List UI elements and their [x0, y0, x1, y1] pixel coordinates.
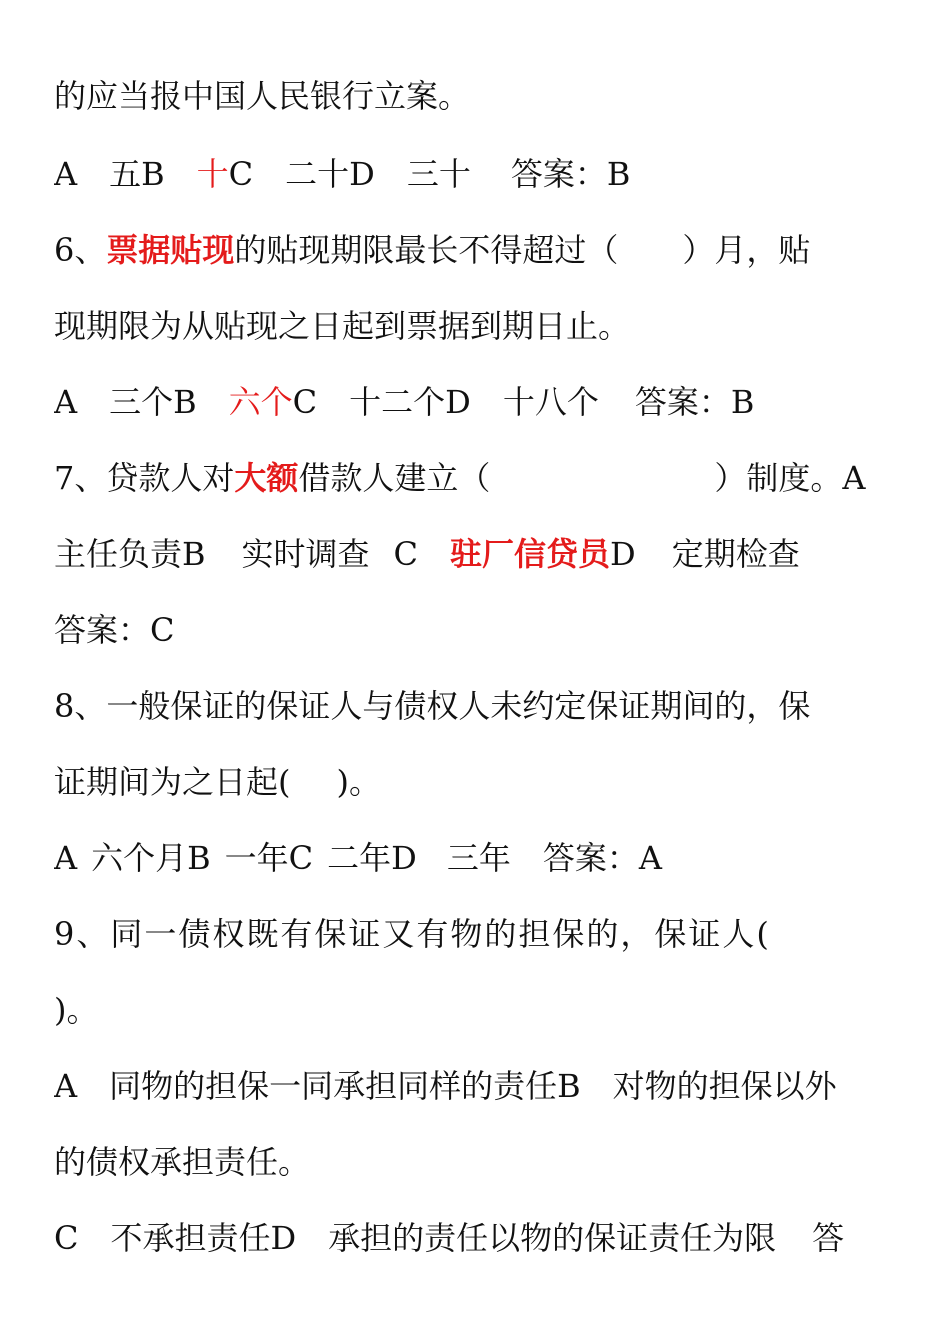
text-segment: 现期限为从贴现之日起到票据到期日止。	[54, 307, 631, 345]
text-segment: 8、一般保证的保证人与债权人未约定保证期间的，保	[54, 687, 811, 725]
answer-label: 答案：B	[510, 155, 631, 193]
option-letter: C	[292, 383, 318, 421]
question-line	[54, 684, 906, 728]
text-segment: )。	[336, 763, 381, 801]
answer-label: 答案：C	[54, 611, 175, 649]
highlighted-term: 票据贴现	[106, 231, 235, 269]
text-segment: ）月，贴	[682, 231, 811, 269]
text-segment: 借款人建立（	[298, 459, 491, 497]
options-line	[54, 1216, 906, 1260]
highlighted-answer: 驻厂信贷员	[450, 535, 611, 573]
answer-label: 答案：A	[542, 839, 662, 877]
text-segment: ）制度。A	[714, 459, 866, 497]
option-text: 主任负责B	[54, 535, 206, 573]
options-line	[54, 532, 906, 576]
text-segment: 证期间为之日起(	[54, 763, 291, 801]
text-segment: 9、同一债权既有保证又有物的担保的，保证人(	[54, 915, 771, 953]
option-text: 十八个	[502, 383, 599, 421]
text-line	[54, 608, 906, 652]
options-line	[54, 152, 906, 196]
text-line	[54, 760, 906, 804]
option-text: 二年D	[327, 839, 417, 877]
option-text: 承担的责任以物的保证责任为限	[328, 1219, 777, 1257]
option-text: 三年	[446, 839, 511, 877]
text-segment: 7、贷款人对	[54, 459, 235, 497]
option-text: 对物的担保以外	[612, 1067, 837, 1105]
options-line	[54, 1064, 906, 1108]
option-letter: A	[54, 155, 78, 193]
option-text: 定期检查	[671, 535, 800, 573]
highlighted-answer: 十	[196, 155, 229, 193]
text-segment: 的债权承担责任。	[54, 1143, 311, 1181]
option-text: 六个月B	[91, 839, 211, 877]
question-number: 6、	[54, 231, 107, 269]
text-segment: 的应当报中国人民银行立案。	[54, 77, 471, 115]
option-letter: A	[54, 839, 78, 877]
text-line	[54, 304, 906, 348]
answer-label: 答案：B	[634, 383, 755, 421]
highlighted-answer: 六个	[228, 383, 293, 421]
option-letter: A	[54, 383, 78, 421]
question-line	[54, 456, 906, 500]
option-letter: C	[54, 1219, 79, 1257]
option-text: 不承担责任D	[110, 1219, 297, 1257]
option-letter: D	[610, 535, 636, 573]
option-letter: C	[393, 535, 419, 573]
options-line	[54, 380, 906, 424]
option-text: 同物的担保一同承担同样的责任B	[109, 1067, 581, 1105]
option-text: 二十D	[285, 155, 375, 193]
answer-label: 答	[812, 1219, 845, 1257]
text-segment: 的贴现期限最长不得超过（	[234, 231, 619, 269]
question-line	[54, 228, 906, 272]
text-line	[54, 1140, 906, 1184]
options-line	[54, 836, 906, 880]
highlighted-term: 大额	[234, 459, 299, 497]
option-text: 三个B	[109, 383, 197, 421]
option-text: 五B	[109, 155, 165, 193]
option-letter: C	[228, 155, 254, 193]
option-text: 三十	[406, 155, 471, 193]
option-text: 十二个D	[349, 383, 471, 421]
question-line	[54, 912, 906, 956]
option-text: 一年C	[224, 839, 314, 877]
text-line	[54, 988, 906, 1032]
text-line	[54, 74, 906, 118]
option-text: 实时调查	[241, 535, 370, 573]
text-segment: )。	[54, 991, 99, 1029]
option-letter: A	[54, 1067, 78, 1105]
